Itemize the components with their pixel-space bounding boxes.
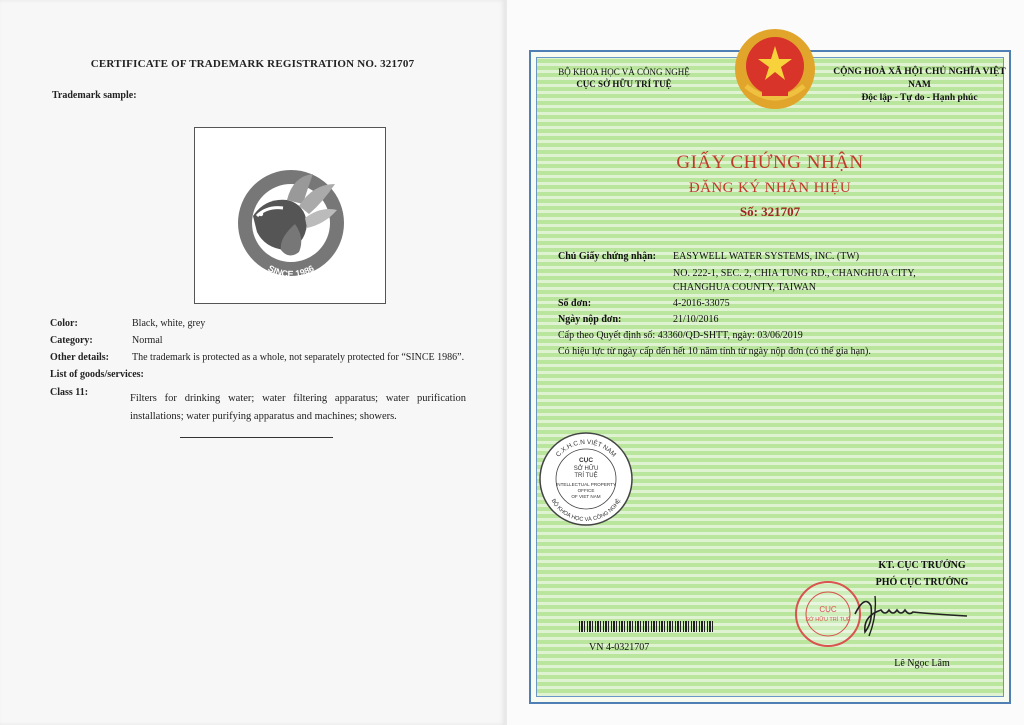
english-translation-page <box>0 0 505 725</box>
other-details-value: The trademark is protected as a whole, not separately protected for “SINCE 1986”. <box>132 352 465 363</box>
holder-name: EASYWELL WATER SYSTEMS, INC. (TW) <box>673 251 860 262</box>
holder-address-line1: NO. 222-1, SEC. 2, CHIA TUNG RD., CHANGHUA CITY, <box>673 268 916 279</box>
stamp-text-2: SỞ HỮU TRÍ TUỆ <box>805 617 851 623</box>
seal-bottom-text: BỘ KHOA HỌC VÀ CÔNG NGHỆ <box>549 498 623 524</box>
class-label: Class 11: <box>50 387 89 398</box>
signature-icon <box>835 586 975 641</box>
seal-center-1: CỤC <box>578 457 594 464</box>
certificate-page <box>507 0 1024 725</box>
application-number: 4-2016-33075 <box>673 298 730 309</box>
decision-line: Cấp theo Quyết định số: 43360/QD-SHTT, ngày: 03/06/2019 <box>558 330 803 341</box>
national-motto: Độc lập - Tự do - Hạnh phúc <box>861 93 978 103</box>
category-value: Normal <box>132 335 163 346</box>
trademark-logo-icon <box>195 128 385 303</box>
holder-address-line2: CHANGHUA COUNTY, TAIWAN <box>673 282 816 293</box>
certificate-number: Số: 321707 <box>739 204 801 219</box>
color-value: Black, white, grey <box>132 318 206 329</box>
republic-name: CỘNG HOÀ XÃ HỘI CHỦ NGHĨA VIỆT NAM <box>833 67 1006 90</box>
stamp-text-1: CỤC <box>819 605 837 614</box>
ministry-name: BỘ KHOA HỌC VÀ CÔNG NGHỆ <box>558 67 690 77</box>
signatory-title-2: PHÓ CỤC TRƯỞNG <box>875 577 969 588</box>
seal-center-2: SỞ HỮU <box>573 466 599 472</box>
other-details-label: Other details: <box>50 352 109 363</box>
signer-name: Lê Ngọc Lâm <box>894 658 950 669</box>
seal-en-2: OFFICE <box>577 488 595 493</box>
certificate-title: GIẤY CHỨNG NHẬN <box>676 152 864 173</box>
seal-en-1: INTELLECTUAL PROPERTY <box>556 482 616 487</box>
filing-date-label: Ngày nộp đơn: <box>558 314 622 325</box>
end-rule <box>180 437 333 438</box>
goods-services-label: List of goods/services: <box>50 369 144 380</box>
logo-since-text: SINCE 1986 <box>266 263 316 280</box>
certificate-subtitle: ĐĂNG KÝ NHÃN HIỆU <box>688 180 852 196</box>
trademark-sample-box <box>194 127 386 304</box>
class-value: Filters for drinking water; water filtering apparatus; water purification installations; water purifying apparatus and machines; showers. <box>130 393 466 422</box>
office-name: CỤC SỞ HỮU TRÍ TUỆ <box>576 79 672 89</box>
seal-center-3: TRÍ TUỆ <box>574 473 598 479</box>
barcode <box>579 621 714 632</box>
seal-top-text: C.X.H.C.N VIỆT NAM <box>554 438 618 459</box>
trademark-sample-label: Trademark sample: <box>52 90 137 101</box>
color-label: Color: <box>50 318 78 329</box>
holder-label: Chủ Giấy chứng nhận: <box>558 251 656 262</box>
issuer-header <box>549 66 699 90</box>
application-number-label: Số đơn: <box>558 298 592 309</box>
seal-en-3: OF VIET NAM <box>571 494 601 499</box>
category-label: Category: <box>50 335 93 346</box>
republic-header <box>832 66 1007 105</box>
national-emblem-icon <box>732 26 818 112</box>
validity-line: Có hiệu lực từ ngày cấp đến hết 10 năm tính từ ngày nộp đơn (có thể gia hạn). <box>558 346 871 357</box>
office-seal-icon <box>537 430 635 528</box>
signatory-title-1: KT. CỤC TRƯỞNG <box>878 560 966 571</box>
filing-date: 21/10/2016 <box>673 314 719 325</box>
certificate-body <box>536 57 1004 697</box>
translation-title: CERTIFICATE OF TRADEMARK REGISTRATION NO. 321707 <box>90 58 415 70</box>
certificate-border <box>529 50 1011 704</box>
registration-code: VN 4-0321707 <box>589 642 650 653</box>
